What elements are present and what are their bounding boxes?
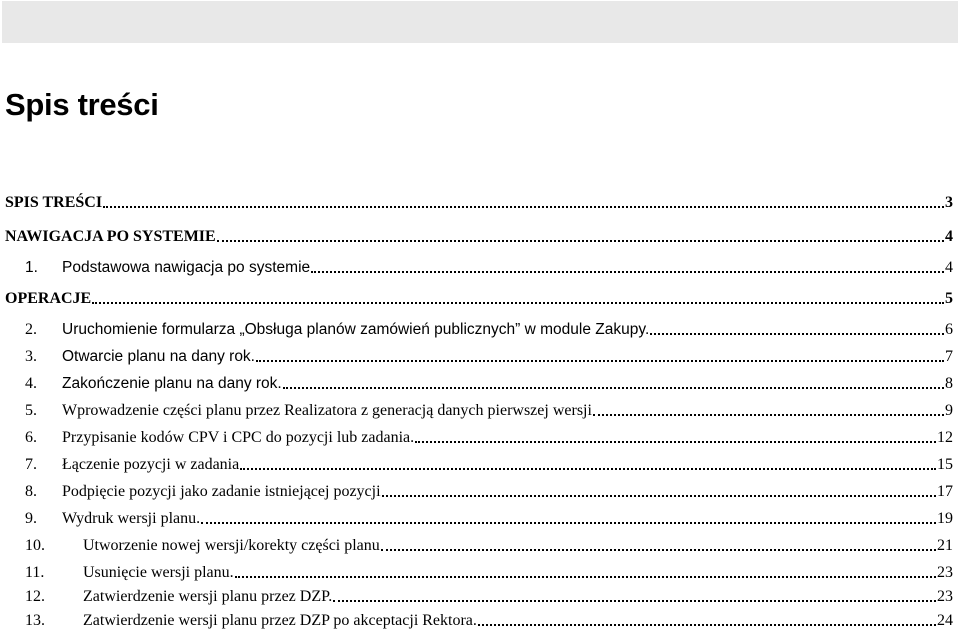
toc-entry-page: 12 [937, 429, 953, 446]
toc-entry-11[interactable] [5, 561, 953, 583]
toc-entry-8[interactable] [5, 480, 953, 502]
toc-entry-title: Przypisanie kodów CPV i CPC do pozycji lub zadania. [62, 429, 415, 446]
toc-entry-number: 3. [25, 348, 37, 365]
page-title: Spis treści [5, 87, 159, 122]
toc-entry-1[interactable] [5, 256, 953, 278]
toc-entry-number: 8. [25, 483, 37, 500]
toc-entry-number: 4. [25, 375, 37, 392]
toc-entry-title: Zatwierdzenie wersji planu przez DZP po akceptacji Rektora. [83, 612, 477, 629]
toc-entry-number: 9. [25, 510, 37, 527]
toc-entry-title: Usunięcie wersji planu. [83, 564, 234, 581]
toc-entry-4[interactable] [5, 372, 953, 394]
toc-entry-title: Podstawowa nawigacja po systemie [62, 259, 311, 276]
toc-entry-5[interactable] [5, 399, 953, 421]
toc-entry-operacje[interactable] [5, 287, 953, 309]
toc-leader [311, 271, 944, 273]
toc-entry-title: Utworzenie nowej wersji/korekty części planu [83, 537, 380, 554]
toc-entry-title: Podpięcie pozycji jako zadanie istniejącej pozycji [62, 483, 381, 500]
toc-entry-title: Łączenie pozycji w zadania [62, 456, 240, 473]
toc-leader [92, 302, 944, 304]
toc-entry-page: 5 [945, 290, 953, 307]
toc-entry-9[interactable] [5, 507, 953, 529]
toc-entry-page: 21 [937, 537, 953, 554]
toc-entry-title: NAWIGACJA PO SYSTEMIE [5, 228, 216, 245]
toc-entry-page: 17 [937, 483, 953, 500]
toc-leader [650, 333, 944, 335]
toc-leader [283, 387, 944, 389]
toc-leader [478, 624, 936, 626]
toc-entry-title: SPIS TREŚCI [5, 194, 103, 211]
toc-entry-page: 6 [945, 321, 953, 338]
toc-entry-number: 13. [25, 612, 45, 629]
toc-entry-page: 15 [937, 456, 953, 473]
toc-entry-page: 3 [945, 194, 953, 211]
toc-leader [217, 240, 944, 242]
toc-entry-title: Wprowadzenie części planu przez Realizatora z generacją danych pierwszej wersji [62, 402, 592, 419]
toc-entry-title: Wydruk wersji planu. [62, 510, 201, 527]
toc-entry-title: OPERACJE [5, 290, 92, 307]
toc-entry-title: Otwarcie planu na dany rok. [62, 348, 255, 365]
toc-leader [235, 576, 936, 578]
toc-entry-title: Zakończenie planu na dany rok. [62, 375, 282, 392]
toc-leader [103, 206, 944, 208]
toc-entry-page: 4 [945, 228, 953, 245]
toc-entry-number: 6. [25, 429, 37, 446]
toc-entry-number: 1. [25, 259, 38, 276]
toc-entry-number: 12. [25, 588, 45, 605]
toc-leader [240, 468, 936, 470]
toc-entry-number: 10. [25, 537, 45, 554]
toc-entry-number: 11. [25, 564, 45, 581]
toc-entry-page: 19 [937, 510, 953, 527]
toc-entry-page: 4 [945, 259, 953, 276]
toc-entry-2[interactable] [5, 318, 953, 340]
toc-entry-page: 23 [937, 588, 953, 605]
toc-entry-7[interactable] [5, 453, 953, 475]
toc-entry-spis-tresci[interactable] [5, 191, 953, 213]
toc-entry-13[interactable] [5, 609, 953, 631]
toc-entry-title: Zatwierdzenie wersji planu przez DZP. [83, 588, 333, 605]
toc-leader [381, 549, 936, 551]
toc-leader [593, 414, 944, 416]
toc-entry-number: 7. [25, 456, 37, 473]
toc-leader [415, 441, 936, 443]
toc-entry-10[interactable] [5, 534, 953, 556]
toc-entry-page: 24 [937, 612, 953, 629]
toc-leader [201, 522, 936, 524]
toc-entry-title: Uruchomienie formularza „Obsługa planów zamówień publicznych” w module Zakupy. [62, 321, 650, 338]
toc-entry-page: 23 [937, 564, 953, 581]
toc-entry-number: 2. [25, 321, 37, 338]
toc-entry-12[interactable] [5, 585, 953, 607]
toc-entry-number: 5. [25, 402, 37, 419]
toc-entry-page: 7 [945, 348, 953, 365]
toc-entry-3[interactable] [5, 345, 953, 367]
toc-entry-6[interactable] [5, 426, 953, 448]
toc-leader [333, 600, 936, 602]
toc-entry-page: 8 [945, 375, 953, 392]
toc-leader [256, 360, 944, 362]
toc-leader [382, 495, 936, 497]
toc-entry-nawigacja[interactable] [5, 225, 953, 247]
toc-entry-page: 9 [945, 402, 953, 419]
